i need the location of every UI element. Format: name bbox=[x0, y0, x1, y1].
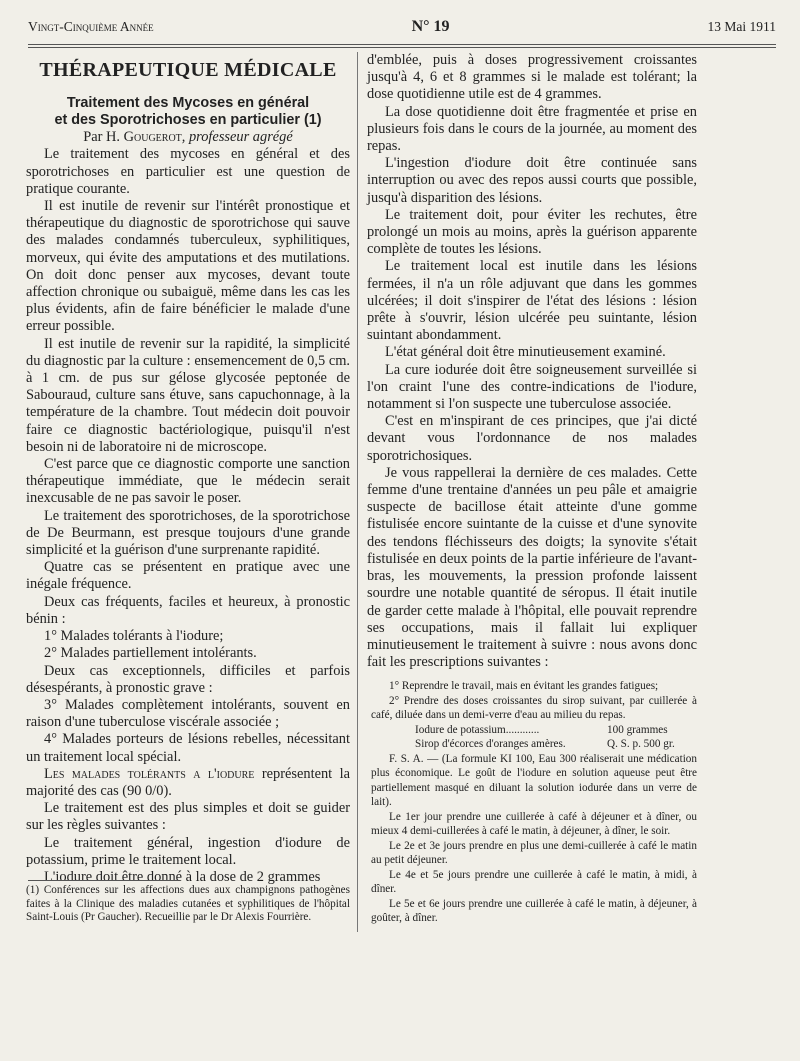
paragraph: Le traitement doit, pour éviter les rechutes, être prolongé un mois au moins, après la guérison apparente complète de toutes les lésions. bbox=[367, 206, 697, 258]
paragraph: L'iodure doit être donné à la dose de 2 grammes bbox=[44, 868, 321, 885]
prescription-block bbox=[367, 679, 697, 926]
article-title-line1: Traitement des Mycoses en général bbox=[66, 95, 310, 112]
prescription-line: 2° Prendre des doses croissantes du sirop suivant, par cuillerée à café, diluée dans un demi-verre d'eau au milieu du repas. bbox=[371, 694, 697, 722]
formula-row: Iodure de potassium............ 100 grammes bbox=[415, 723, 668, 736]
dosage-line: Le 1er jour prendre une cuillerée à café à déjeuner et à dîner, ou mieux 4 demi-cuillerées à café le matin, à déjeuner, à dîner, le soir. bbox=[371, 810, 697, 838]
list-item: 2° Malades partiellement intolérants. bbox=[44, 645, 257, 662]
paragraph: Le traitement général, ingestion d'iodure de potassium, prime le traitement local. bbox=[26, 834, 350, 868]
footnote-rule bbox=[28, 880, 178, 881]
list-item: 3° Malades complètement intolérants, souvent en raison d'une tuberculose viscérale associée ; bbox=[26, 696, 350, 731]
formula-note: F. S. A. — (La formule KI 100, Eau 300 réaliserait une médication plus économique. Le goût de l'iodure en solution aqueuse peut être partiellement masqué en diluant la solution iodurée dans un verre de lait). bbox=[371, 752, 697, 809]
paragraph: La cure iodurée doit être soigneusement surveillée si l'on craint l'une des contre-indications de l'iodure, notamment si l'on suspecte une tuberculose associée. bbox=[367, 361, 697, 413]
article-title-line2: et des Sporotrichoses en particulier (1) bbox=[54, 112, 322, 129]
subheading-inline: Les malades tolérants a l'iodure bbox=[44, 765, 255, 782]
paragraph: Deux cas exceptionnels, difficiles et parfois désespérants, à pronostic grave : bbox=[26, 662, 350, 696]
list-item: 4° Malades porteurs de lésions rebelles, nécessitant un traitement local spécial. bbox=[26, 731, 350, 765]
paragraph: d'emblée, puis à doses progressivement croissantes jusqu'à 4, 6 et 8 grammes si le malade est tolérant; la dose quotidienne utile est de 4 grammes. bbox=[367, 52, 697, 103]
paragraph: La dose quotidienne doit être fragmentée et prise en plusieurs fois dans le cours de la journée, au moment des repas. bbox=[367, 103, 697, 155]
running-header bbox=[28, 18, 776, 42]
paragraph: Le traitement local est inutile dans les lésions fermées, il n'a un rôle adjuvant que dans les gommes ulcérées; il doit s'inspirer de l'état des lésions : lésion prête à s'ouvrir, lésion ulcérée peu suintante, lésion suintant abondamment. bbox=[367, 258, 697, 344]
dosage-line: Le 5e et 6e jours prendre une cuillerée à café le matin, à déjeuner, à goûter, à dîner. bbox=[371, 897, 697, 925]
author-role: , professeur agrégé bbox=[181, 129, 293, 146]
issue-number: N° 19 bbox=[411, 18, 450, 35]
dosage-line: Le 2e et 3e jours prendre en plus une demi-cuillerée à café le matin au petit déjeuner. bbox=[371, 839, 697, 867]
paragraph: Je vous rappellerai la dernière de ces malades. Cette femme d'une trentaine d'années un peu pâle et amaigrie suspecte de bacillose était atteinte d'une gomme fistulisée encore suintante de la cuisse et d'une synovite des tendons fléchisseurs des doigts; la synovite s'était fistulisée en deux points de la partie inférieure de l'avant-bras, les mouvements, la pression profonde laissent sourdre une notable quantité de séropus. Il était inutile de garder cette malade à l'hôpital, elle pouvait reprendre ses occupations, mais il fallait lui expliquer minutieusement le traitement à suivre : nous avons donc fait les prescriptions suivantes : bbox=[367, 464, 697, 671]
paragraph: Le traitement des mycoses en général et des sporotrichoses en particulier est une question de pratique courante. bbox=[26, 146, 350, 197]
author-name: Gougerot bbox=[123, 129, 182, 146]
paragraph: L'ingestion d'iodure doit être continuée sans interruption ou avec des repos aussi courts que possible, jusqu'à disparition des lésions. bbox=[367, 155, 697, 206]
dosage-line: Le 4e et 5e jours prendre une cuillerée à café le matin, à midi, à dîner. bbox=[371, 868, 697, 896]
prescription-line: 1° Reprendre le travail, mais en évitant les grandes fatigues; bbox=[389, 680, 659, 693]
volume-year: Vingt-Cinquième Année bbox=[28, 19, 154, 34]
paragraph: L'état général doit être minutieusement examiné. bbox=[385, 344, 666, 361]
paragraph: Il est inutile de revenir sur la rapidité, la simplicité du diagnostic par la culture : ensemencement de 0,5 cm. à 1 cm. de pus sur gélose glycosée peptonée de Sabouraud, culture sans étuve, sans capuchonnage, à la température de la chambre. Tout médecin doit pouvoir faire ce diagnostic bactériologique, puisqu'il n'est besoin ni de laboratoire ni de microscope. bbox=[26, 335, 350, 455]
section-rubric: THÉRAPEUTIQUE MÉDICALE bbox=[39, 59, 337, 81]
paragraph: Les malades tolérants a l'iodure représentent la majorité des cas (90 0/0). bbox=[26, 765, 350, 799]
list-item: 1° Malades tolérants à l'iodure; bbox=[44, 628, 224, 645]
paragraph: C'est parce que ce diagnostic comporte une sanction thérapeutique immédiate, que le médecin serait inexcusable de ne pas savoir le poser. bbox=[26, 456, 350, 507]
paragraph: Quatre cas se présentent en pratique avec une inégale fréquence. bbox=[26, 559, 350, 593]
paragraph: Le traitement des sporotrichoses, de la sporotrichose de De Beurmann, est presque toujours d'une grande simplicité et la guérison d'une surprenante rapidité. bbox=[26, 507, 350, 559]
article-byline: Par H. Gougerot, professeur agrégé bbox=[83, 129, 293, 146]
paragraph: C'est en m'inspirant de ces principes, que j'ai dicté devant vous l'ordonnance de nos malades sporotrichosiques. bbox=[367, 413, 697, 464]
formula-row: Sirop d'écorces d'oranges amères. Q. S. p. 500 gr. bbox=[415, 738, 675, 751]
paragraph: Deux cas fréquents, faciles et heureux, à pronostic bénin : bbox=[26, 593, 350, 627]
paragraph: Le traitement est des plus simples et doit se guider sur les règles suivantes : bbox=[26, 800, 350, 834]
issue-date: 13 Mai 1911 bbox=[707, 19, 776, 34]
column-divider bbox=[357, 52, 358, 932]
right-column bbox=[367, 52, 697, 926]
footnote: (1) Conférences sur les affections dues aux champignons pathogènes faites à la Clinique des maladies cutanées et syphilitiques de l'hôpital Saint-Louis (Pr Gaucher). Recueillie par le Dr Alexis Fourrière. bbox=[26, 884, 350, 923]
paragraph: Il est inutile de revenir sur l'intérêt pronostique et thérapeutique du diagnostic de sporotrichose qui sauve des malades condamnés tuberculeux, syphilitiques, morveux, qui évite des amputations et des mutilations. On doit donc penser aux mycoses, devant toute affection chronique ou subaiguë, même dans les cas les plus évidents, afin de faire bénéficier le malade d'une erreur possible. bbox=[26, 198, 350, 335]
left-column bbox=[26, 52, 350, 886]
header-rule bbox=[28, 44, 776, 48]
